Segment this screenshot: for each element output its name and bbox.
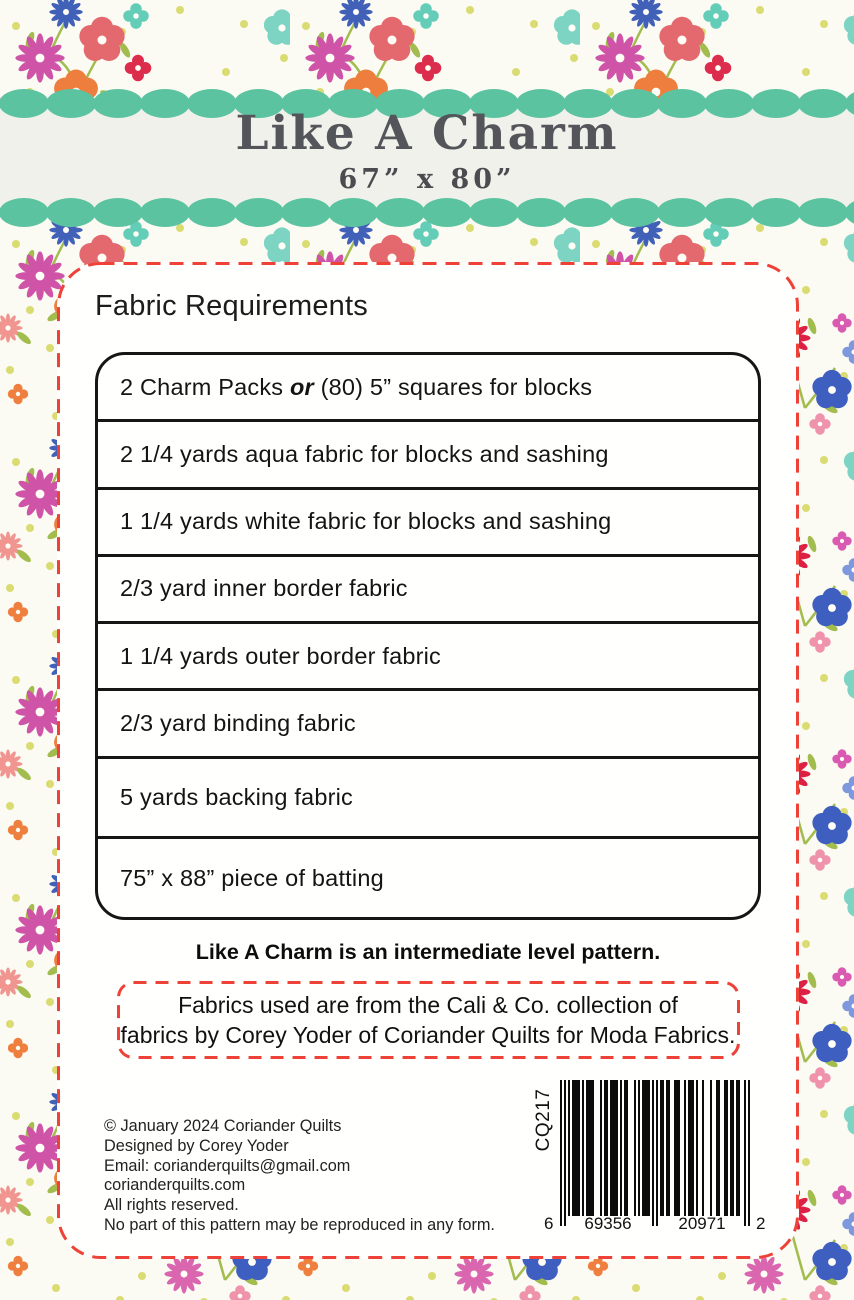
barcode-digit-lead: 6 [544, 1214, 554, 1233]
barcode-digit-left: 69356 [584, 1214, 632, 1233]
main-panel [57, 262, 799, 1259]
table-row: 2/3 yard binding fabric [98, 688, 758, 755]
barcode-bar [656, 1080, 658, 1226]
barcode-bar [696, 1080, 698, 1216]
barcode-bar [724, 1080, 728, 1216]
barcode-bar [674, 1080, 680, 1216]
table-row: 2 Charm Packs or (80) 5” squares for blocks [120, 373, 593, 400]
colophon-line: © January 2024 Coriander Quilts [104, 1117, 342, 1135]
barcode-bar [610, 1080, 618, 1216]
barcode-bar [666, 1080, 670, 1216]
fabrics-note-box [117, 981, 740, 1059]
table-row: 2 1/4 yards aqua fabric for blocks and sashing [98, 419, 758, 486]
barcode-sku: CQ217 [533, 1088, 554, 1152]
barcode-bar [736, 1080, 740, 1216]
barcode-digit-trail: 2 [756, 1214, 766, 1233]
table-row: 2/3 yard inner border fabric [98, 554, 758, 621]
barcode-bar [568, 1080, 570, 1216]
barcode-bar [604, 1080, 608, 1216]
requirements-table [95, 352, 761, 920]
colophon [104, 1117, 495, 1236]
barcode-bar [710, 1080, 712, 1216]
barcode [533, 1080, 770, 1250]
barcode-bar [702, 1080, 704, 1216]
section-heading: Fabric Requirements [95, 290, 368, 322]
barcode-bar [684, 1080, 686, 1216]
table-row: 5 yards backing fabric [98, 756, 758, 837]
barcode-bar [572, 1080, 580, 1216]
barcode-bar [642, 1080, 650, 1216]
header-band [0, 88, 854, 228]
barcode-bar [744, 1080, 746, 1226]
barcode-bar [582, 1080, 584, 1216]
barcode-bar [560, 1080, 562, 1226]
barcode-bar [564, 1080, 566, 1226]
table-row: 1 1/4 yards outer border fabric [98, 621, 758, 688]
barcode-digit-right: 20971 [678, 1214, 726, 1233]
barcode-bar [634, 1080, 636, 1216]
barcode-bar [716, 1080, 720, 1216]
pattern-title: Like A Charm [235, 106, 619, 161]
pattern-size: 67” x 80” [338, 164, 516, 195]
level-note: Like A Charm is an intermediate level pattern. [195, 940, 661, 964]
barcode-bar [620, 1080, 622, 1216]
barcode-bar [748, 1080, 750, 1226]
barcode-digits [544, 1212, 766, 1234]
barcode-bar [652, 1080, 654, 1226]
barcode-bar [624, 1080, 628, 1216]
barcode-bar [688, 1080, 694, 1216]
barcode-bar [660, 1080, 664, 1216]
barcode-bar [730, 1080, 734, 1216]
table-row: 75” x 88” piece of batting [98, 836, 758, 917]
colophon-line: Email: corianderquilts@gmail.com [104, 1156, 351, 1175]
table-row: 1 1/4 yards white fabric for blocks and sashing [98, 487, 758, 554]
barcode-bars [560, 1080, 750, 1227]
barcode-bar [586, 1080, 594, 1216]
colophon-line: All rights reserved. [104, 1196, 239, 1215]
barcode-bar [638, 1080, 640, 1216]
fabrics-note-line: fabrics by Corey Yoder of Coriander Quilts for Moda Fabrics. [120, 1022, 736, 1048]
fabrics-note-line: Fabrics used are from the Cali & Co. collection of [178, 992, 678, 1018]
barcode-bar [600, 1080, 602, 1216]
colophon-line: No part of this pattern may be reproduced in any form. [104, 1215, 495, 1234]
colophon-line: corianderquilts.com [104, 1176, 246, 1195]
colophon-line: Designed by Corey Yoder [104, 1136, 289, 1155]
scallop-border-bottom [0, 197, 854, 228]
